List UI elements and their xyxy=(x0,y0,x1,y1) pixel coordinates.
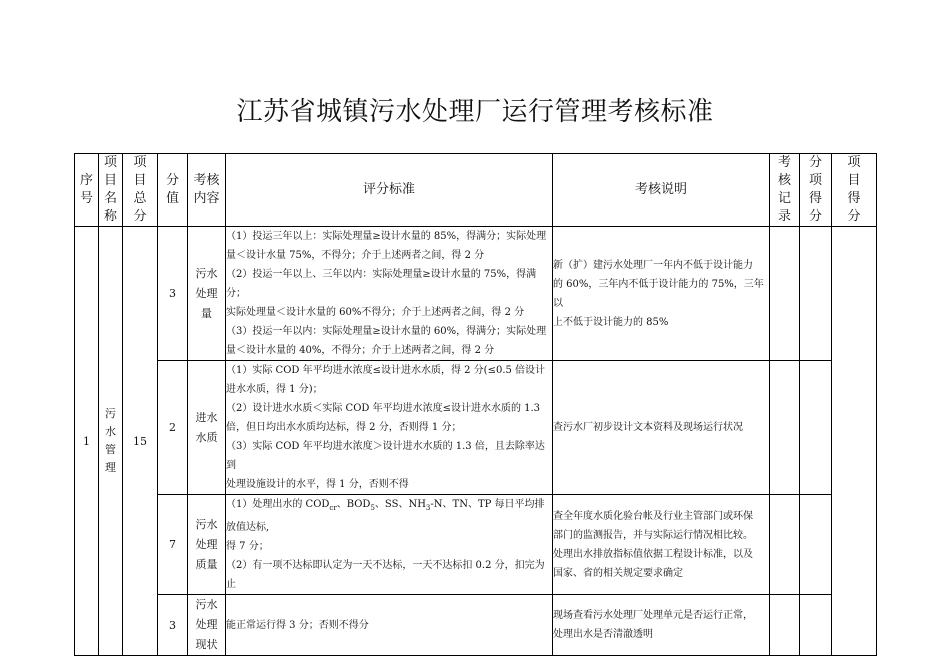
group-name: 污水管理 xyxy=(99,227,123,656)
row-score: 3 xyxy=(158,595,188,656)
header-sub-score: 分项得分 xyxy=(800,154,832,227)
header-row xyxy=(75,154,877,227)
row-content: 污水处理量 xyxy=(188,227,226,361)
header-score: 分值 xyxy=(158,154,188,227)
table-row xyxy=(75,595,877,656)
header-item-total: 项目总分 xyxy=(123,154,158,227)
group-seq: 1 xyxy=(75,227,99,656)
sub-score-cell[interactable] xyxy=(800,595,832,656)
header-criteria: 评分标准 xyxy=(226,154,553,227)
item-score-cell[interactable] xyxy=(832,227,877,656)
sub-score-cell[interactable] xyxy=(800,495,832,595)
table-row xyxy=(75,227,877,361)
group-total: 15 xyxy=(123,227,158,656)
row-score: 7 xyxy=(158,495,188,595)
record-cell[interactable] xyxy=(770,495,800,595)
row-score: 2 xyxy=(158,361,188,495)
row-explanation: 查污水厂初步设计文本资料及现场运行状况 xyxy=(553,361,770,495)
header-content: 考核内容 xyxy=(188,154,226,227)
sub-score-cell[interactable] xyxy=(800,227,832,361)
row-content: 污水处理质量 xyxy=(188,495,226,595)
row-criteria: （1）实际 COD 年平均进水浓度≤设计进水水质，得 2 分(≤0.5 倍设计 进水水质，得 1 分)； （2）设计进水水质＜实际 COD 年平均进水浓度≤设计进水水质的 1.3 倍，但日均出水水质均达标，得 2 分，否则得 1 分； （3）实际 COD 年平均进水浓度＞设计进水水质的 1.3 倍，且去除率达到 处理设施设计的水平，得 1 分，否则不得 xyxy=(226,361,553,495)
row-criteria: （1）处理出水的 $COD_{cr}$、$BOD_5$、SS、$NH_3-N$、TN、TP 每日平均排放值达标, 得 7 分； （2）有一项不达标即认定为一天不达标，一天不达标扣 0.2 分，扣完为 止 xyxy=(226,495,553,595)
header-seq: 序号 xyxy=(75,154,99,227)
record-cell[interactable] xyxy=(770,361,800,495)
header-item-name: 项目名称 xyxy=(99,154,123,227)
record-cell[interactable] xyxy=(770,595,800,656)
row-score: 3 xyxy=(158,227,188,361)
table-row xyxy=(75,495,877,595)
row-explanation: 查全年度水质化验台帐及行业主管部门或环保 部门的监测报告，并与实际运行情况相比较。 处理出水排放指标值依据工程设计标准，以及 国家、省的相关规定要求确定 xyxy=(553,495,770,595)
header-item-score: 项目得分 xyxy=(832,154,877,227)
row-content: 污水处理现状 xyxy=(188,595,226,656)
row-explanation: 新（扩）建污水处理厂一年内不低于设计能力 的 60%，三年内不低于设计能力的 75%，三年以 上不低于设计能力的 85% xyxy=(553,227,770,361)
page-title: 江苏省城镇污水处理厂运行管理考核标准 xyxy=(236,97,714,127)
record-cell[interactable] xyxy=(770,227,800,361)
row-criteria: 能正常运行得 3 分；否则不得分 xyxy=(226,595,553,656)
row-content: 进水水质 xyxy=(188,361,226,495)
assessment-table xyxy=(74,153,877,656)
header-explanation: 考核说明 xyxy=(553,154,770,227)
row-explanation: 现场查看污水处理厂处理单元是否运行正常， 处理出水是否清澈透明 xyxy=(553,595,770,656)
header-record: 考核记录 xyxy=(770,154,800,227)
row-criteria: （1）投运三年以上：实际处理量≥设计水量的 85%，得满分；实际处理 量＜设计水量 75%，不得分；介于上述两者之间，得 2 分 （2）投运一年以上、三年以内：实际处理量≥设计水量的 75%，得满分； 实际处理量＜设计水量的 60%不得分；介于上述两者之间，得 2 分 （3）投运一年以内：实际处理量≥设计水量的 60%，得满分；实际处理 量＜设计水量的 40%，不得分；介于上述两者之间，得 2 分 xyxy=(226,227,553,361)
table-row xyxy=(75,361,877,495)
sub-score-cell[interactable] xyxy=(800,361,832,495)
